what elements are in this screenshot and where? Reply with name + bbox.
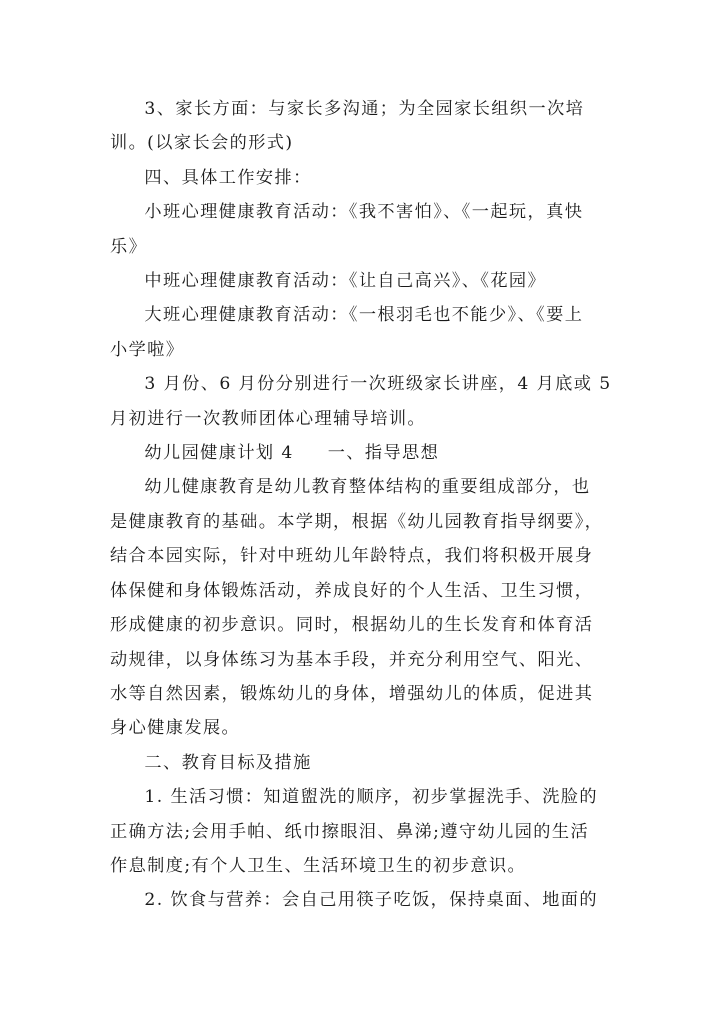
paragraph-parents — [110, 92, 625, 161]
text-line: 正确方法;会用手帕、纸巾擦眼泪、鼻涕;遵守幼儿园的生活 — [110, 821, 590, 842]
paragraph-living-habits — [110, 780, 625, 883]
paragraph-guiding-thought — [110, 470, 625, 745]
text-line: 月初进行一次教师团体心理辅导培训。 — [110, 408, 426, 429]
document-page — [110, 92, 625, 918]
section-heading-goals — [110, 746, 625, 780]
text-line: 大班心理健康教育活动：《一根羽毛也不能少》、《要上 — [144, 305, 584, 326]
text-line: 小学啦》 — [110, 339, 185, 360]
text-line: 3、家长方面：与家长多沟通；为全园家长组织一次培 — [144, 99, 585, 119]
text-line: 四、具体工作安排： — [144, 167, 312, 188]
paragraph-big-class — [110, 298, 625, 367]
text-line: 3 月份、6 月份分别进行一次班级家长讲座，4 月底或 5 — [144, 374, 612, 395]
text-line: 训。(以家长会的形式) — [110, 133, 294, 154]
text-line: 体保健和身体锻炼活动，养成良好的个人生活、卫生习惯， — [110, 580, 594, 601]
plan-title-line — [110, 436, 625, 470]
text-line: 动规律，以身体练习为基本手段，并充分利用空气、阳光、 — [110, 649, 594, 670]
text-line: 结合本园实际，针对中班幼儿年龄特点，我们将积极开展身 — [110, 546, 594, 567]
text-line: 乐》 — [110, 236, 148, 257]
text-line: 二、教育目标及措施 — [144, 752, 312, 773]
paragraph-schedule — [110, 367, 625, 436]
text-line: 2. 饮食与营养：会自己用筷子吃饭，保持桌面、地面的 — [144, 890, 598, 911]
plan-title: 幼儿园健康计划 4 — [144, 443, 294, 464]
section-heading-guiding-thought: 一、指导思想 — [327, 443, 440, 464]
text-line: 形成健康的初步意识。同时，根据幼儿的生长发育和体育活 — [110, 615, 594, 636]
text-line: 作息制度;有个人卫生、生活环境卫生的初步意识。 — [110, 855, 527, 876]
text-line: 水等自然因素，锻炼幼儿的身体，增强幼儿的体质，促进其 — [110, 683, 594, 704]
paragraph-diet-nutrition — [110, 883, 625, 917]
text-line: 幼儿健康教育是幼儿教育整体结构的重要组成部分，也 — [144, 477, 591, 498]
text-line: 是健康教育的基础。本学期，根据《幼儿园教育指导纲要》， — [110, 511, 604, 532]
text-line: 中班心理健康教育活动：《让自己高兴》、《花园》 — [144, 271, 547, 292]
paragraph-middle-class — [110, 264, 625, 298]
text-line: 身心健康发展。 — [110, 718, 241, 739]
plan-title-row — [110, 436, 625, 470]
paragraph-small-class — [110, 195, 625, 264]
text-line: 1. 生活习惯：知道盥洗的顺序，初步掌握洗手、洗脸的 — [144, 787, 598, 808]
section-heading-work-arrangement — [110, 161, 625, 195]
text-line: 小班心理健康教育活动：《我不害怕》、《一起玩，真快 — [144, 202, 584, 223]
